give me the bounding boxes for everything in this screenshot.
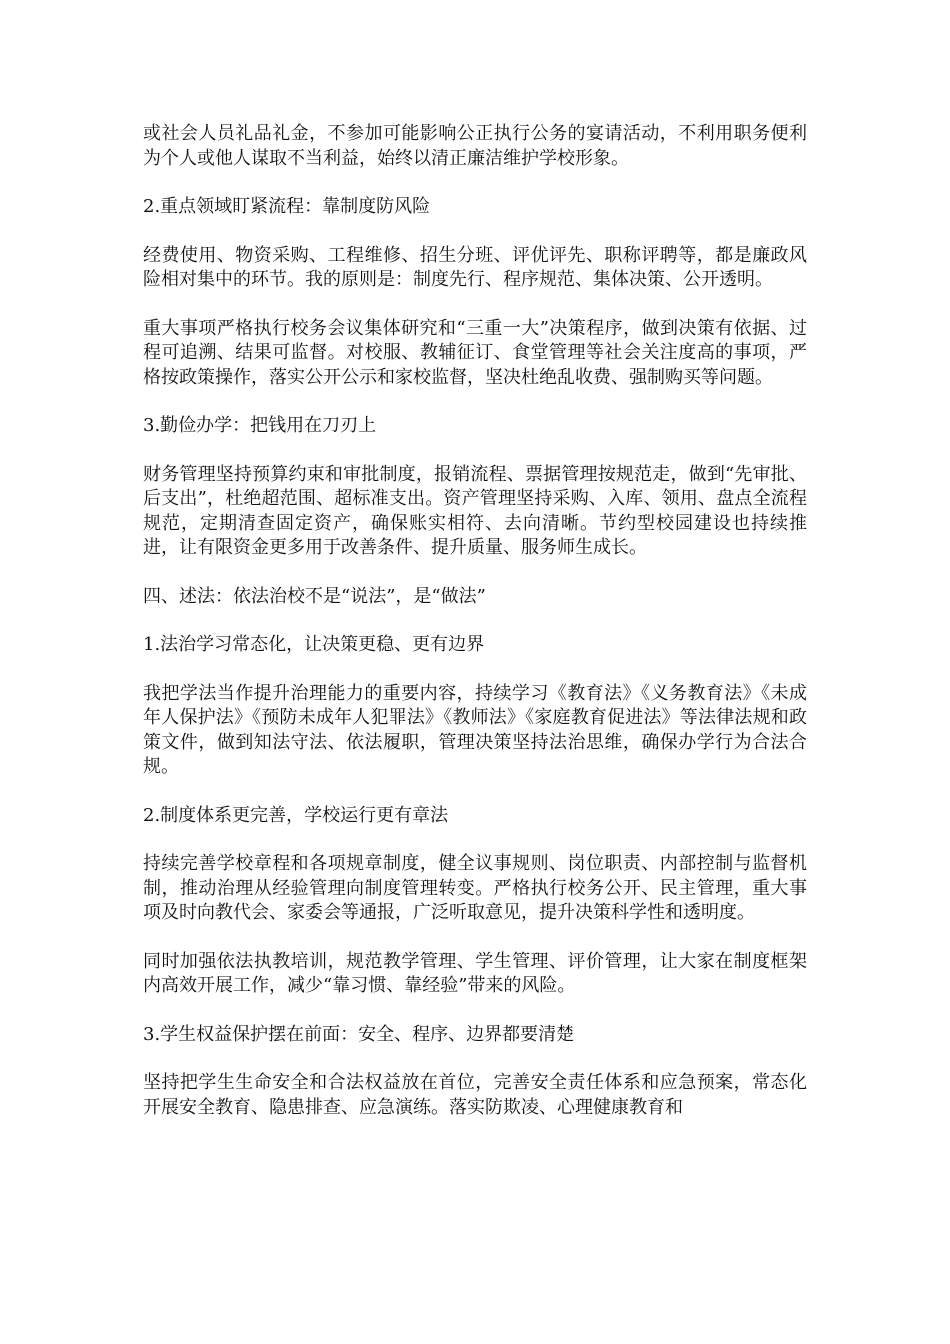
paragraph-risk-areas: 经费使用、物资采购、工程维修、招生分班、评优评先、职称评聘等，都是廉政风险相对集中的环节。我的原则是：制度先行、程序规范、集体决策、公开透明。 xyxy=(143,244,807,290)
section-heading-student-rights: 3.学生权益保护摆在前面：安全、程序、边界都要清楚 xyxy=(143,1023,575,1045)
section-heading-key-areas: 2.重点领域盯紧流程：靠制度防风险 xyxy=(143,196,431,217)
chapter-heading-rule-of-law: 四、述法：依法治校不是“说法”，是“做法” xyxy=(143,585,486,607)
paragraph-student-safety: 坚持把学生生命安全和合法权益放在首位，完善安全责任体系和应急预案，常态化开展安全教育、隐患排查、应急演练。落实防欺凌、心理健康教育和 xyxy=(143,1072,807,1118)
paragraph-legal-study: 我把学法当作提升治理能力的重要内容，持续学习《教育法》《义务教育法》《未成年人保护法》《预防未成年人犯罪法》《教师法》《家庭教育促进法》等法律法规和政策文件，做到知法守法、依法履职，管理决策坚持法治思维，确保办学行为合法合规。 xyxy=(143,682,807,777)
paragraph-financial-management: 财务管理坚持预算约束和审批制度，报销流程、票据管理按规范走，做到“先审批、后支出”，杜绝超范围、超标准支出。资产管理坚持采购、入库、领用、盘点全流程规范，定期清查固定资产，确保账实相符、去向清晰。节约型校园建设也持续推进，让有限资金更多用于改善条件、提升质量、服务师生成长。 xyxy=(143,463,807,558)
section-heading-institutional-system: 2.制度体系更完善，学校运行更有章法 xyxy=(143,804,449,826)
section-heading-frugal-management: 3.勤俭办学：把钱用在刀刃上 xyxy=(143,415,377,436)
section-heading-legal-study: 1.法治学习常态化，让决策更稳、更有边界 xyxy=(143,634,485,655)
document-body xyxy=(143,122,807,1144)
paragraph-training: 同时加强依法执教培训，规范教学管理、学生管理、评价管理，让大家在制度框架内高效开展工作，减少“靠习惯、靠经验”带来的风险。 xyxy=(143,950,807,996)
paragraph-integrity-conduct: 或社会人员礼品礼金，不参加可能影响公正执行公务的宴请活动，不利用职务便利为个人或他人谋取不当利益，始终以清正廉洁维护学校形象。 xyxy=(143,123,807,169)
paragraph-major-decisions: 重大事项严格执行校务会议集体研究和“三重一大”决策程序，做到决策有依据、过程可追溯、结果可监督。对校服、教辅征订、食堂管理等社会关注度高的事项，严格按政策操作，落实公开公示和家校监督，坚决杜绝乱收费、强制购买等问题。 xyxy=(143,317,807,388)
paragraph-institutional-system: 持续完善学校章程和各项规章制度，健全议事规则、岗位职责、内部控制与监督机制，推动治理从经验管理向制度管理转变。严格执行校务公开、民主管理，重大事项及时向教代会、家委会等通报，广泛听取意见，提升决策科学性和透明度。 xyxy=(143,853,807,923)
